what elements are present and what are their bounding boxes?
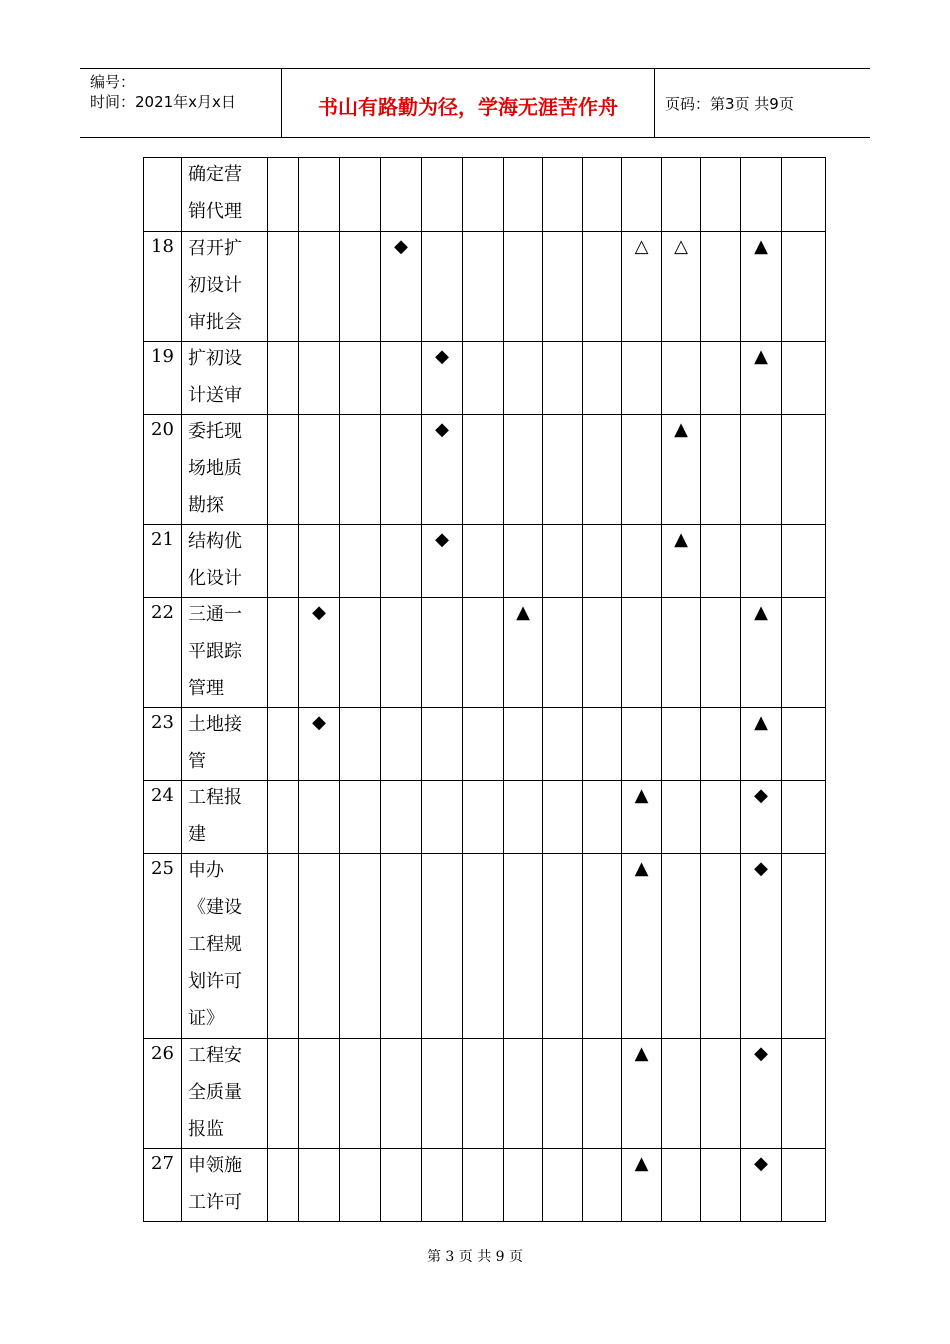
role-mark-cell — [543, 1039, 583, 1149]
role-mark-cell — [701, 158, 741, 232]
role-mark-cell — [583, 1149, 622, 1222]
role-mark-cell — [662, 342, 701, 415]
role-mark-cell — [782, 781, 826, 854]
role-mark: ▲ — [741, 708, 782, 781]
role-mark: ▲ — [622, 781, 662, 854]
role-mark-cell — [583, 158, 622, 232]
role-mark-cell — [299, 854, 340, 1039]
role-mark: ◆ — [381, 232, 422, 342]
role-mark: ◆ — [741, 1149, 782, 1222]
role-mark: ◆ — [422, 342, 463, 415]
role-mark-cell — [463, 781, 504, 854]
role-mark-cell — [701, 342, 741, 415]
table-row — [144, 854, 826, 1039]
role-mark-cell — [504, 158, 543, 232]
role-mark-cell — [268, 158, 299, 232]
role-mark-cell — [662, 1039, 701, 1149]
role-mark-cell — [299, 781, 340, 854]
doc-number-label: 编号： — [90, 73, 136, 91]
role-mark-cell — [622, 598, 662, 708]
role-mark-cell — [422, 158, 463, 232]
row-number: 23 — [144, 708, 182, 781]
table-row — [144, 1039, 826, 1149]
role-mark-cell — [504, 342, 543, 415]
task-name-text: 委托现场地质勘探 — [188, 421, 242, 516]
role-mark-cell — [268, 708, 299, 781]
page-footer: 第 3 页 共 9 页 — [426, 1249, 524, 1265]
role-mark: ◆ — [299, 708, 340, 781]
role-mark-cell — [422, 1039, 463, 1149]
role-mark: ◆ — [422, 415, 463, 525]
role-mark-cell — [299, 525, 340, 598]
role-mark-cell — [340, 158, 381, 232]
role-mark-cell — [622, 525, 662, 598]
role-mark-cell — [422, 1149, 463, 1222]
role-mark-cell — [583, 781, 622, 854]
table-row — [144, 342, 826, 415]
role-mark-cell — [463, 525, 504, 598]
role-mark-cell — [299, 158, 340, 232]
role-mark-cell — [583, 854, 622, 1039]
role-mark: ▲ — [622, 1039, 662, 1149]
task-name-text: 结构优化设计 — [188, 531, 242, 589]
task-name — [182, 158, 268, 232]
role-mark-cell — [268, 598, 299, 708]
role-mark-cell — [268, 1149, 299, 1222]
task-name — [182, 232, 268, 342]
role-mark-cell — [299, 415, 340, 525]
table-row — [144, 1149, 826, 1222]
role-mark-cell — [701, 1039, 741, 1149]
role-mark: ◆ — [299, 598, 340, 708]
role-mark-cell — [782, 854, 826, 1039]
role-mark-cell — [268, 525, 299, 598]
role-mark: ▲ — [741, 598, 782, 708]
role-mark-cell — [463, 1149, 504, 1222]
role-mark-cell — [340, 232, 381, 342]
role-mark-cell — [701, 598, 741, 708]
role-mark: ▲ — [504, 598, 543, 708]
role-mark-cell — [583, 342, 622, 415]
role-mark-cell — [662, 708, 701, 781]
task-name — [182, 598, 268, 708]
role-mark-cell — [782, 342, 826, 415]
header-info-cell — [80, 69, 282, 137]
role-mark-cell — [463, 415, 504, 525]
task-name — [182, 1039, 268, 1149]
header-motto-cell — [282, 69, 655, 137]
task-name-text: 扩初设计送审 — [188, 348, 242, 406]
role-mark-cell — [463, 158, 504, 232]
role-mark-cell — [504, 1039, 543, 1149]
role-mark-cell — [268, 1039, 299, 1149]
role-mark-cell — [701, 415, 741, 525]
task-name — [182, 415, 268, 525]
role-mark-cell — [340, 598, 381, 708]
role-mark-cell — [543, 158, 583, 232]
role-mark-cell — [381, 781, 422, 854]
header-page-cell — [655, 69, 870, 137]
role-mark-cell — [381, 854, 422, 1039]
task-name — [182, 525, 268, 598]
role-mark-cell — [583, 708, 622, 781]
role-mark-cell — [381, 1149, 422, 1222]
role-mark-cell — [622, 342, 662, 415]
role-mark-cell — [381, 1039, 422, 1149]
row-number: 19 — [144, 342, 182, 415]
role-mark-cell — [622, 708, 662, 781]
role-mark-cell — [340, 525, 381, 598]
role-mark-cell — [543, 598, 583, 708]
role-mark-cell — [583, 525, 622, 598]
role-mark: ▲ — [622, 1149, 662, 1222]
row-number — [144, 158, 182, 232]
role-mark-cell — [381, 598, 422, 708]
role-mark-cell — [662, 781, 701, 854]
role-mark-cell — [504, 415, 543, 525]
role-mark-cell — [504, 232, 543, 342]
role-mark-cell — [741, 415, 782, 525]
role-mark-cell — [701, 854, 741, 1039]
role-mark-cell — [340, 854, 381, 1039]
role-mark-cell — [422, 708, 463, 781]
role-mark-cell — [782, 158, 826, 232]
role-mark-cell — [543, 1149, 583, 1222]
role-mark-cell — [381, 415, 422, 525]
role-mark: △ — [662, 232, 701, 342]
row-number: 21 — [144, 525, 182, 598]
table-row — [144, 415, 826, 525]
role-mark-cell — [583, 232, 622, 342]
task-name-text: 工程报建 — [188, 787, 242, 845]
role-mark-cell — [268, 415, 299, 525]
role-mark-cell — [622, 158, 662, 232]
role-mark-cell — [340, 781, 381, 854]
role-mark-cell — [463, 598, 504, 708]
role-mark: ◆ — [422, 525, 463, 598]
row-number: 27 — [144, 1149, 182, 1222]
role-mark-cell — [701, 525, 741, 598]
role-mark-cell — [340, 415, 381, 525]
role-mark-cell — [543, 525, 583, 598]
role-mark-cell — [463, 708, 504, 781]
role-mark-cell — [340, 342, 381, 415]
role-mark-cell — [583, 598, 622, 708]
role-mark-cell — [299, 232, 340, 342]
role-mark-cell — [340, 1149, 381, 1222]
role-mark-cell — [662, 854, 701, 1039]
role-mark-cell — [268, 342, 299, 415]
table-row — [144, 525, 826, 598]
table-row — [144, 232, 826, 342]
time-label: 时间：2021年x月x日 — [90, 93, 236, 111]
page-header — [80, 68, 870, 138]
role-mark-cell — [504, 525, 543, 598]
role-mark-cell — [299, 1149, 340, 1222]
role-mark: ▲ — [622, 854, 662, 1039]
role-mark-cell — [381, 158, 422, 232]
role-mark: ▲ — [741, 342, 782, 415]
role-mark-cell — [340, 708, 381, 781]
role-mark-cell — [504, 1149, 543, 1222]
row-number: 25 — [144, 854, 182, 1039]
task-name-text: 三通一平跟踪管理 — [188, 604, 242, 699]
role-mark-cell — [504, 854, 543, 1039]
task-name-text: 确定营销代理 — [188, 164, 242, 222]
role-mark-cell — [622, 415, 662, 525]
role-mark-cell — [782, 415, 826, 525]
role-mark-cell — [741, 525, 782, 598]
role-mark-cell — [543, 854, 583, 1039]
role-mark: ▲ — [741, 232, 782, 342]
role-mark-cell — [463, 854, 504, 1039]
task-name-text: 申领施工许可 — [188, 1155, 242, 1213]
role-mark-cell — [504, 708, 543, 781]
role-mark-cell — [782, 525, 826, 598]
row-number: 20 — [144, 415, 182, 525]
role-mark-cell — [701, 708, 741, 781]
role-mark: ▲ — [662, 525, 701, 598]
role-mark: △ — [622, 232, 662, 342]
role-mark-cell — [340, 1039, 381, 1149]
table-row — [144, 781, 826, 854]
task-name-text: 召开扩初设计审批会 — [188, 238, 242, 333]
row-number: 26 — [144, 1039, 182, 1149]
role-mark: ◆ — [741, 1039, 782, 1149]
role-mark-cell — [543, 708, 583, 781]
responsibility-table — [143, 157, 826, 1222]
role-mark-cell — [422, 854, 463, 1039]
role-mark-cell — [463, 1039, 504, 1149]
role-mark-cell — [583, 1039, 622, 1149]
role-mark-cell — [662, 598, 701, 708]
task-name — [182, 1149, 268, 1222]
role-mark-cell — [268, 232, 299, 342]
role-mark-cell — [662, 158, 701, 232]
role-mark-cell — [463, 342, 504, 415]
table-row — [144, 708, 826, 781]
table-row — [144, 158, 826, 232]
role-mark-cell — [782, 598, 826, 708]
row-number: 18 — [144, 232, 182, 342]
role-mark-cell — [299, 1039, 340, 1149]
role-mark-cell — [782, 708, 826, 781]
role-mark-cell — [741, 158, 782, 232]
role-mark-cell — [299, 342, 340, 415]
role-mark-cell — [422, 781, 463, 854]
role-mark-cell — [504, 781, 543, 854]
role-mark-cell — [543, 342, 583, 415]
role-mark-cell — [543, 781, 583, 854]
task-name-text: 申办《建设工程规划许可证》 — [188, 860, 242, 1029]
role-mark-cell — [701, 232, 741, 342]
role-mark: ◆ — [741, 854, 782, 1039]
role-mark-cell — [782, 1039, 826, 1149]
task-name-text: 土地接管 — [188, 714, 242, 772]
row-number: 22 — [144, 598, 182, 708]
task-name — [182, 854, 268, 1039]
role-mark-cell — [422, 232, 463, 342]
role-mark-cell — [381, 342, 422, 415]
role-mark-cell — [701, 781, 741, 854]
role-mark-cell — [543, 415, 583, 525]
role-mark-cell — [381, 525, 422, 598]
table-row — [144, 598, 826, 708]
role-mark-cell — [583, 415, 622, 525]
task-name — [182, 708, 268, 781]
role-mark-cell — [463, 232, 504, 342]
role-mark-cell — [662, 1149, 701, 1222]
role-mark-cell — [701, 1149, 741, 1222]
role-mark-cell — [543, 232, 583, 342]
role-mark-cell — [782, 1149, 826, 1222]
page-label: 页码：第3页 共9页 — [665, 95, 794, 113]
task-name — [182, 781, 268, 854]
role-mark-cell — [268, 781, 299, 854]
motto: 书山有路勤为径，学海无涯苦作舟 — [318, 95, 618, 119]
role-mark-cell — [422, 598, 463, 708]
task-name — [182, 342, 268, 415]
row-number: 24 — [144, 781, 182, 854]
role-mark-cell — [782, 232, 826, 342]
task-name-text: 工程安全质量报监 — [188, 1045, 242, 1140]
role-mark-cell — [268, 854, 299, 1039]
role-mark-cell — [381, 708, 422, 781]
role-mark: ◆ — [741, 781, 782, 854]
role-mark: ▲ — [662, 415, 701, 525]
